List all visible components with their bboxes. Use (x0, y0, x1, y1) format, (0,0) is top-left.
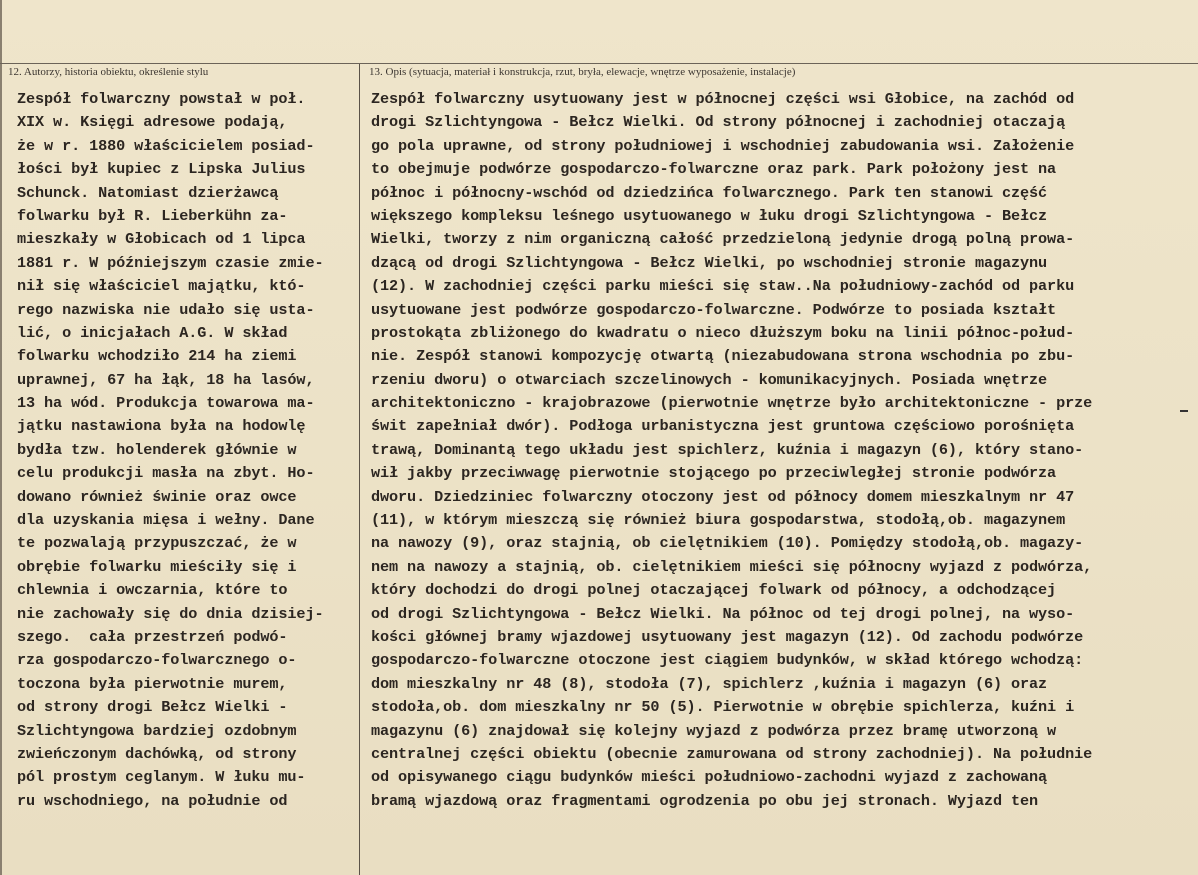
description-text-line: centralnej części obiektu (obecnie zamurowana od strony zachodniej). Na południe (371, 744, 1093, 763)
history-text-line: toczona była pierwotnie murem, (17, 674, 288, 693)
history-text-line: Zespół folwarczny powstał w poł. (17, 90, 306, 108)
description-text-line: prostokąta zbliżonego do kwadratu o nieco dłuższym boku na linii północ-połud- (371, 323, 1075, 342)
history-text-line: rza gospodarczo-folwarcznego o- (17, 651, 297, 670)
description-text-line: północ i północny-wschód od dziedzińca folwarcznego. Park ten stanowi część (371, 183, 1048, 202)
history-text-line: że w r. 1880 właścicielem posiad- (17, 136, 315, 155)
description-text-line: wił jakby przeciwwagę pierwotnie stojącego po przeciwległej stronie podwórza (371, 464, 1057, 483)
description-text-line: magazynu (6) znajdował się kolejny wyjazd z podwórza przez bramę utworzoną w (371, 721, 1057, 740)
section-13-heading: 13. Opis (sytuacja, materiał i konstrukcja, rzut, bryła, elewacje, wnętrze wyposażenie, instalacje) (369, 66, 796, 78)
history-text-line: uprawnej, 67 ha łąk, 18 ha lasów, (17, 370, 315, 389)
history-text-line: chlewnia i owczarnia, które to (17, 581, 288, 600)
description-text-line: to obejmuje podwórze gospodarczo-folwarczne oraz park. Park położony jest na (371, 160, 1057, 179)
description-text-line: który dochodzi do drogi polnej otaczającej folwark od północy, a odchodzącej (371, 581, 1057, 600)
description-text-line: dom mieszkalny nr 48 (8), stodoła (7), spichlerz ,kuźnia i magazyn (6) oraz (371, 674, 1048, 693)
description-text-line: dzącą od drogi Szlichtyngowa - Bełcz Wielki, po wschodniej stronie magazynu (371, 253, 1048, 272)
description-text-line: Zespół folwarczny usytuowany jest w północnej części wsi Głobice, na zachód od (371, 90, 1075, 108)
left-edge-line (0, 0, 2, 875)
description-text-line: gospodarczo-folwarczne otoczone jest ciągiem budynków, w skład którego wchodzą: (371, 651, 1084, 670)
history-text-line: zwieńczonym dachówką, od strony (17, 744, 297, 763)
history-text-line: XIX w. Księgi adresowe podają, (17, 113, 288, 132)
description-text-line: Wielki, tworzy z nim organiczną całość przedzieloną jedynie drogą polną prowa- (371, 230, 1075, 249)
history-text-line: Schunck. Natomiast dzierżawcą (17, 183, 279, 202)
description-text-line: dworu. Dziedziniec folwarczny otoczony jest od północy domem mieszkalnym nr 47 (371, 487, 1075, 506)
description-text-line: bramą wjazdową oraz fragmentami ogrodzenia po obu jej stronach. Wyjazd ten (371, 791, 1039, 810)
description-text-line: od drogi Szlichtyngowa - Bełcz Wielki. Na północ od tej drogi polnej, na wyso- (371, 604, 1075, 623)
description-text-line: nie. Zespół stanowi kompozycję otwartą (niezabudowana strona wschodnia po zbu- (371, 347, 1075, 366)
description-text-line: architektoniczno - krajobrazowe (pierwotnie wnętrze było architektoniczne - prze (371, 394, 1093, 413)
description-text-line: stodoła,ob. dom mieszkalny nr 50 (5). Pierwotnie w obrębie spichlerza, kuźni i (371, 698, 1075, 717)
description-text-line: większego kompleksu leśnego usytuowanego w łuku drogi Szlichtyngowa - Bełcz (371, 206, 1048, 225)
history-text-line: celu produkcji masła na zbyt. Ho- (17, 464, 315, 483)
top-rule (0, 63, 1198, 64)
history-text-line: rego nazwiska nie udało się usta- (17, 300, 315, 319)
history-text-line: łości był kupiec z Lipska Julius (17, 160, 306, 179)
description-text-line: od opisywanego ciągu budynków mieści południowo-zachodni wyjazd z zachowaną (371, 768, 1048, 787)
history-text-line: Szlichtyngowa bardziej ozdobnym (17, 721, 297, 740)
description-text-line: nem na nawozy a stajnią, ob. cielętnikiem mieści się północny wyjazd z podwórza, (371, 557, 1093, 576)
description-text-line: rzeniu dworu) o otwarciach szczelinowych - komunikacyjnych. Posiada wnętrze (371, 370, 1048, 389)
history-text-line: jątku nastawiona była na hodowlę (17, 417, 306, 436)
history-text-line: bydła tzw. holenderek głównie w (17, 440, 297, 459)
column-divider (359, 64, 360, 875)
description-text-line: trawą, Dominantą tego układu jest spichlerz, kuźnia i magazyn (6), który stano- (371, 440, 1084, 459)
history-text-line: lić, o inicjałach A.G. W skład (17, 323, 288, 342)
history-text-line: folwarku był R. Lieberkühn za- (17, 206, 288, 225)
description-text-line: (11), w którym mieszczą się również biura gospodarstwa, stodołą,ob. magazynem (371, 511, 1066, 530)
history-text-line: ru wschodniego, na południe od (17, 791, 288, 810)
history-text-line: od strony drogi Bełcz Wielki - (17, 698, 288, 717)
description-text-line: na nawozy (9), oraz stajnią, ob cielętnikiem (10). Pomiędzy stodołą,ob. magazy- (371, 534, 1084, 553)
history-text-line: nił się właściciel majątku, któ- (17, 277, 306, 296)
description-text-line: (12). W zachodniej części parku mieści się staw..Na południowy-zachód od parku (371, 277, 1075, 296)
description-text-line: świt zapełniał dwór). Podłoga urbanistyczna jest gruntowa częściowo porośnięta (371, 417, 1075, 436)
history-text-line: dowano również świnie oraz owce (17, 487, 297, 506)
history-text-line: szego. cała przestrzeń podwó- (17, 627, 288, 646)
history-text-line: nie zachowały się do dnia dzisiej- (17, 604, 324, 623)
description-text-column (371, 88, 1092, 813)
description-text-line: go pola uprawne, od strony południowej i wschodniej zabudowania wsi. Założenie (371, 136, 1075, 155)
description-text-line: usytuowane jest podwórze gospodarczo-folwarczne. Podwórze to posiada kształt (371, 300, 1057, 319)
history-text-line: 1881 r. W późniejszym czasie zmie- (17, 253, 324, 272)
history-text-line: mieszkały w Głobicach od 1 lipca (17, 230, 306, 249)
history-text-line: dla uzyskania mięsa i wełny. Dane (17, 511, 315, 530)
history-text-line: te pozwalają przypuszczać, że w (17, 534, 297, 553)
history-text-line: 13 ha wód. Produkcja towarowa ma- (17, 394, 315, 413)
section-12-heading: 12. Autorzy, historia obiektu, określenie stylu (8, 66, 209, 78)
history-text-line: pól prostym ceglanym. W łuku mu- (17, 768, 306, 787)
history-text-line: folwarku wchodziło 214 ha ziemi (17, 347, 297, 366)
description-text-line: kości głównej bramy wjazdowej usytuowany jest magazyn (12). Od zachodu podwórze (371, 627, 1084, 646)
history-text-column (17, 88, 323, 813)
description-text-line: drogi Szlichtyngowa - Bełcz Wielki. Od strony północnej i zachodniej otaczają (371, 113, 1066, 132)
history-text-line: obrębie folwarku mieściły się i (17, 557, 297, 576)
margin-dash-mark (1180, 410, 1188, 412)
